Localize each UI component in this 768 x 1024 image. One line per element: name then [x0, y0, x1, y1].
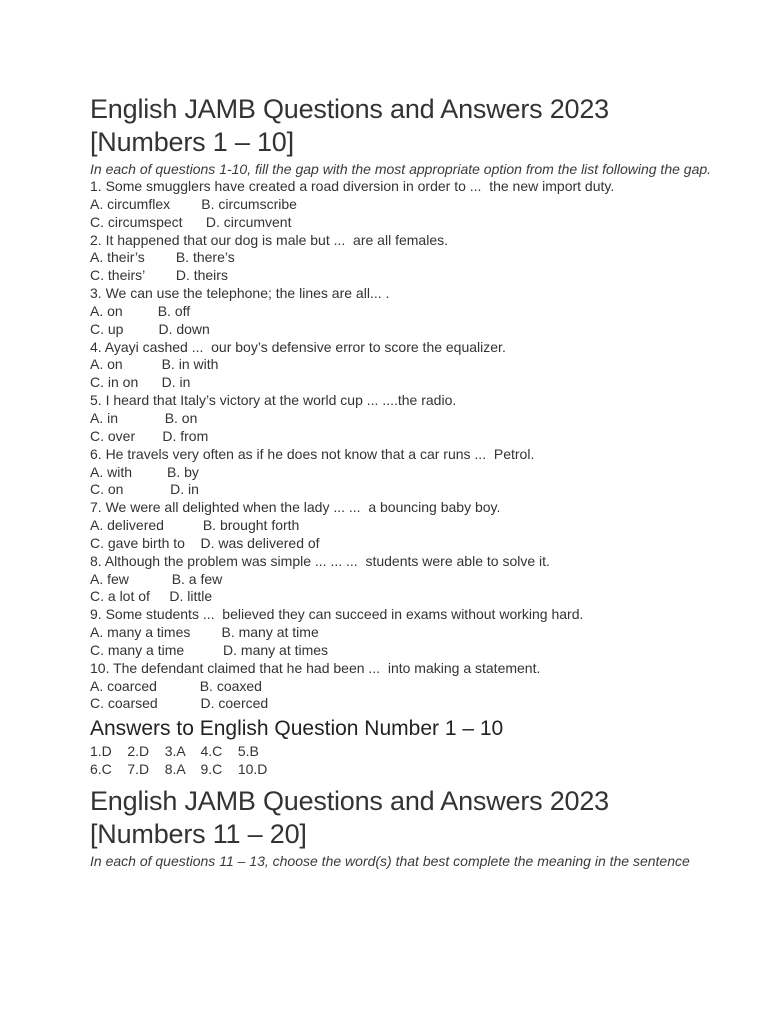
option-line: A. on B. in with — [90, 356, 219, 373]
question-line: 7. We were all delighted when the lady ... ... a bouncing baby boy. — [90, 499, 501, 516]
question-line: 9. Some students ... believed they can succeed in exams without working hard. — [90, 606, 584, 623]
question-line: 1. Some smugglers have created a road diversion in order to ... the new import duty. — [90, 178, 615, 194]
question-line: 3. We can use the telephone; the lines are all... . — [90, 285, 390, 302]
answers-row-1: 1.D 2.D 3.A 4.C 5.B — [90, 743, 259, 760]
option-line: A. in B. on — [90, 409, 198, 426]
option-line: A. few B. a few — [90, 570, 223, 587]
option-line: C. gave birth to D. was delivered of — [90, 534, 320, 551]
question-line: 4. Ayayi cashed ... our boy’s defensive error to score the equalizer. — [90, 338, 506, 355]
option-line: C. circumspect D. circumvent — [90, 213, 292, 230]
question-list — [90, 178, 740, 713]
question-line: 10. The defendant claimed that he had been ... into making a statement. — [90, 659, 541, 676]
option-line: A. their’s B. there’s — [90, 249, 235, 266]
section1-title-line1: English JAMB Questions and Answers 2023 — [90, 94, 609, 124]
option-line: A. on B. off — [90, 302, 191, 319]
option-line: C. in on D. in — [90, 374, 191, 391]
option-line: A. many a times B. many at time — [90, 624, 319, 641]
option-line: C. over D. from — [90, 427, 209, 444]
option-line: C. coarsed D. coerced — [90, 695, 269, 712]
option-line: C. up D. down — [90, 320, 210, 337]
question-line: 2. It happened that our dog is male but ... are all females. — [90, 231, 448, 248]
option-line: A. delivered B. brought forth — [90, 517, 300, 534]
section2-title-line1: English JAMB Questions and Answers 2023 — [90, 786, 609, 816]
answers-row-2: 6.C 7.D 8.A 9.C 10.D — [90, 761, 268, 778]
option-line: C. many a time D. many at times — [90, 641, 329, 658]
section2-intro: In each of questions 11 – 13, choose the word(s) that best complete the meaning in the sentence — [90, 853, 690, 869]
option-line: A. with B. by — [90, 463, 199, 480]
option-line: C. theirs’ D. theirs — [90, 267, 228, 284]
option-line: A. circumflex B. circumscribe — [90, 195, 297, 212]
option-line: A. coarced B. coaxed — [90, 677, 262, 694]
section2-title-line2: [Numbers 11 – 20] — [90, 819, 307, 849]
section1-title-line2: [Numbers 1 – 10] — [90, 127, 294, 157]
answers-heading: Answers to English Question Number 1 – 10 — [90, 717, 504, 741]
question-line: 6. He travels very often as if he does not know that a car runs ... Petrol. — [90, 445, 535, 462]
section1-intro: In each of questions 1-10, fill the gap with the most appropriate option from the list following the gap. — [90, 161, 712, 177]
article-content — [90, 93, 740, 870]
section1-title — [90, 93, 740, 159]
option-line: C. a lot of D. little — [90, 588, 213, 605]
option-line: C. on D. in — [90, 481, 199, 498]
section2-title — [90, 785, 740, 851]
question-line: 5. I heard that Italy’s victory at the world cup ... ....the radio. — [90, 392, 457, 409]
question-line: 8. Although the problem was simple ... ... ... students were able to solve it. — [90, 552, 550, 569]
